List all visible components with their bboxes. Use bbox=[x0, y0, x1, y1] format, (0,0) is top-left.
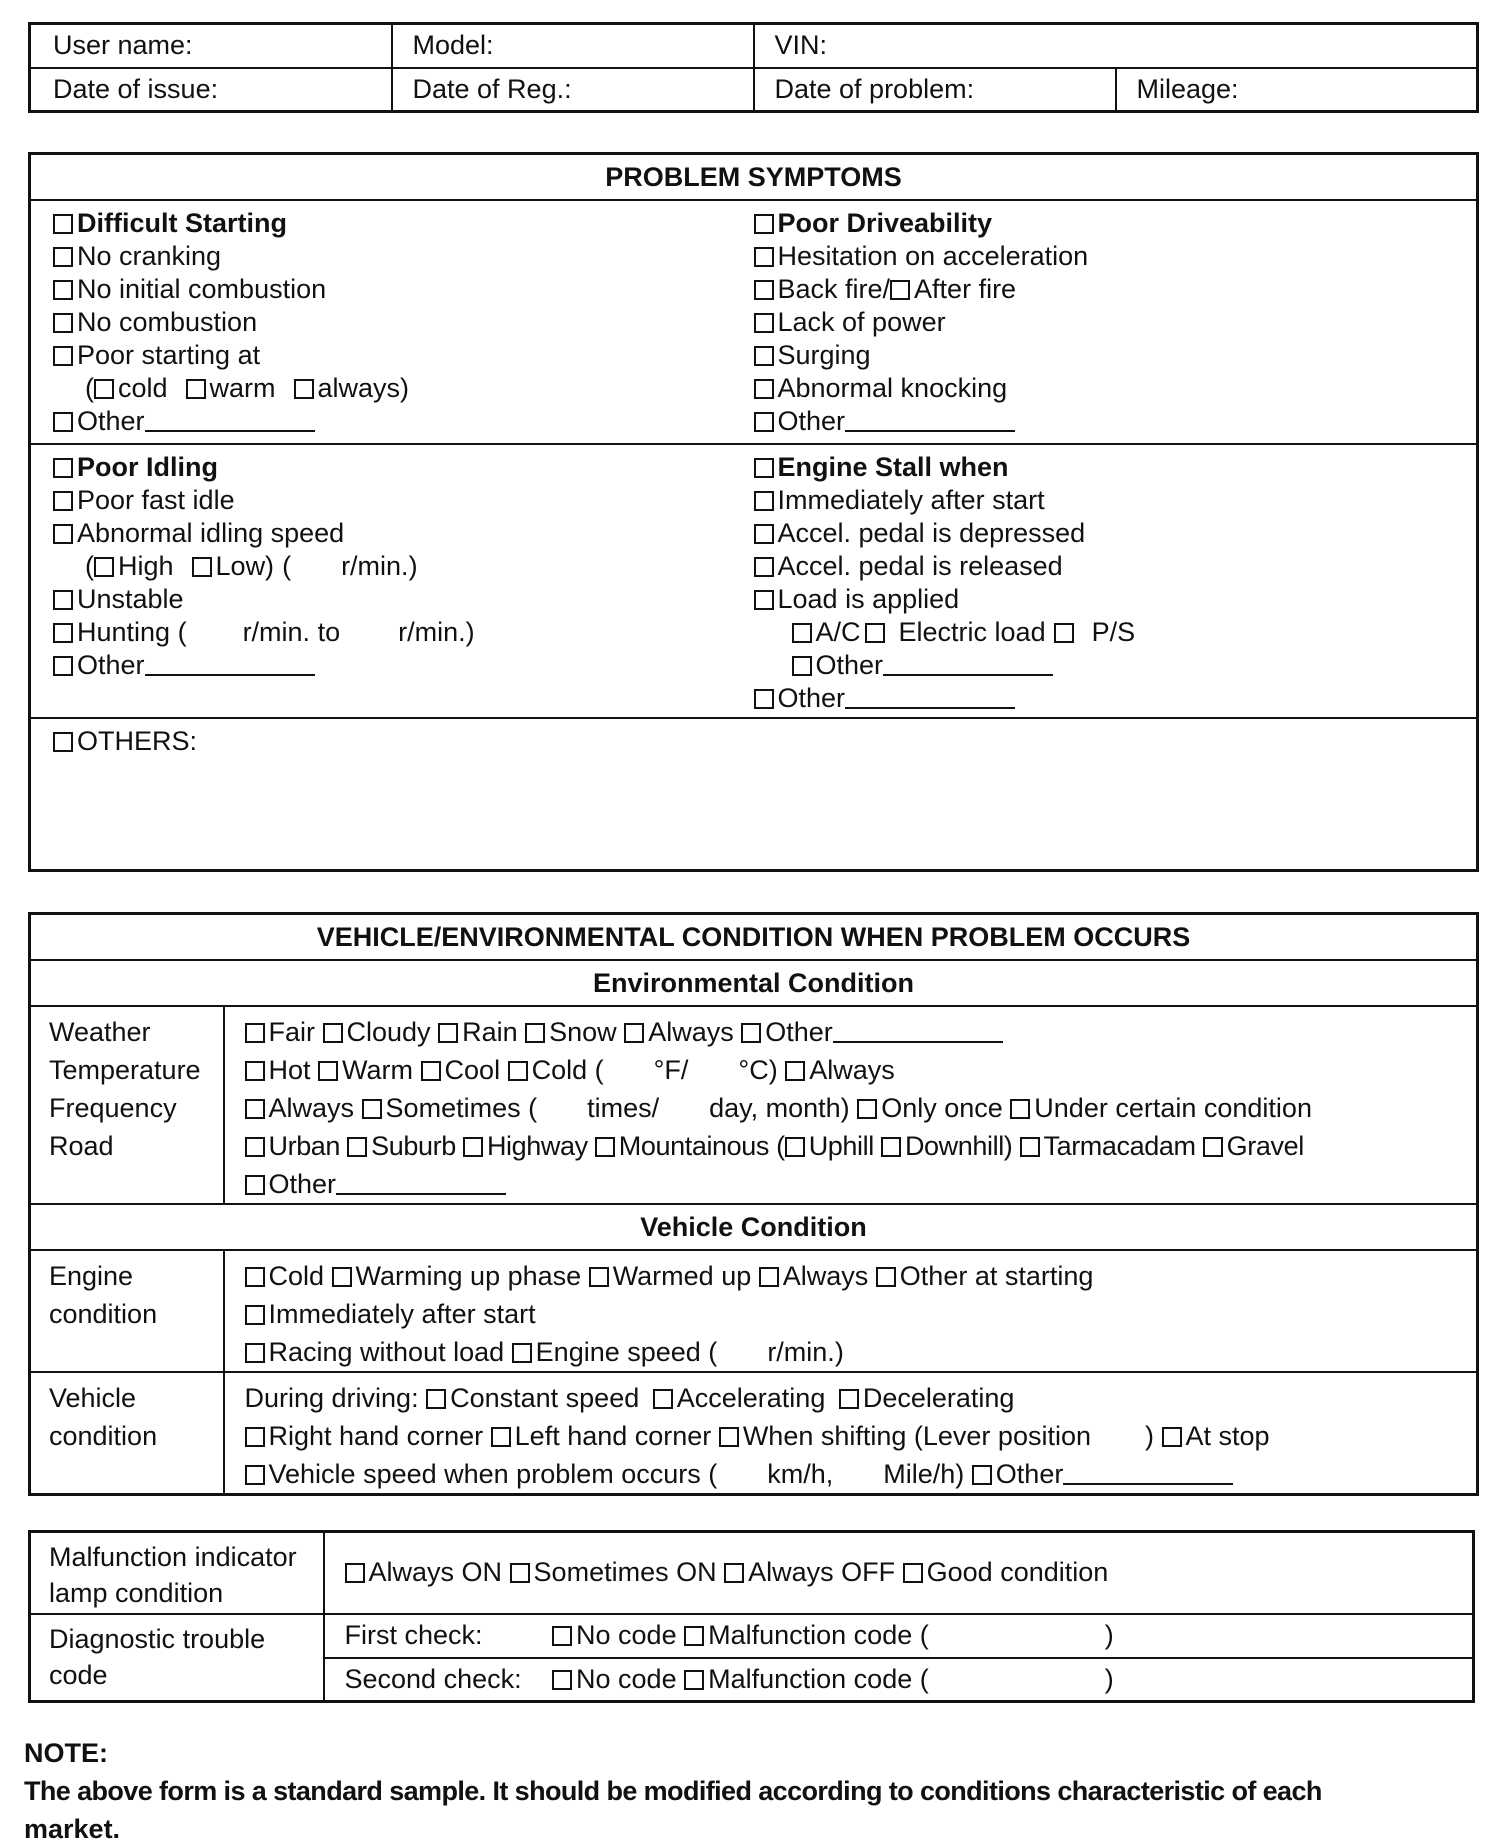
vehicle-speed-label: Vehicle speed when problem occurs ( bbox=[268, 1459, 718, 1489]
mil-label-line1: Malfunction indicator bbox=[49, 1542, 297, 1572]
hunting-unit: r/min.) bbox=[398, 617, 475, 647]
diagnosis-table bbox=[28, 1530, 1475, 1703]
cool-label: Cool bbox=[444, 1055, 501, 1085]
environmental-options bbox=[224, 1006, 1478, 1204]
after-fire-checkbox[interactable] bbox=[890, 280, 910, 300]
at-stop-checkbox[interactable] bbox=[1162, 1427, 1182, 1447]
uphill-checkbox[interactable] bbox=[785, 1137, 805, 1157]
vehicle-label-line2: condition bbox=[49, 1421, 158, 1451]
gravel-checkbox[interactable] bbox=[1203, 1137, 1223, 1157]
poor-starting-checkbox[interactable] bbox=[53, 346, 73, 366]
hunting-label: Hunting ( bbox=[77, 617, 187, 647]
frequency-label: Frequency bbox=[49, 1093, 177, 1123]
certain-condition-label: Under certain condition bbox=[1034, 1093, 1312, 1123]
load-other-input[interactable] bbox=[883, 650, 1053, 676]
no-cranking-checkbox[interactable] bbox=[53, 247, 73, 267]
cloudy-checkbox[interactable] bbox=[323, 1023, 343, 1043]
dtc-label-line2: code bbox=[49, 1659, 108, 1690]
urban-checkbox[interactable] bbox=[245, 1137, 265, 1157]
decelerating-label: Decelerating bbox=[862, 1383, 1015, 1413]
date-of-issue-label: Date of issue: bbox=[53, 73, 219, 104]
engine-label-line2: condition bbox=[49, 1299, 158, 1329]
pedal-released-checkbox[interactable] bbox=[754, 557, 774, 577]
freq-always-label: Always bbox=[268, 1093, 355, 1123]
accelerating-label: Accelerating bbox=[676, 1383, 826, 1413]
temp-always-label: Always bbox=[809, 1055, 895, 1085]
environmental-labels bbox=[30, 1006, 224, 1204]
engine-stall-other-checkbox[interactable] bbox=[754, 689, 774, 709]
rain-checkbox[interactable] bbox=[438, 1023, 458, 1043]
hot-checkbox[interactable] bbox=[245, 1061, 265, 1081]
load-applied-checkbox[interactable] bbox=[754, 590, 774, 610]
at-stop-label: At stop bbox=[1185, 1421, 1270, 1451]
second-malfunction-checkbox[interactable] bbox=[684, 1670, 704, 1690]
poor-driveability-other-label: Other bbox=[777, 406, 846, 436]
engine-always-checkbox[interactable] bbox=[759, 1267, 779, 1287]
only-once-checkbox[interactable] bbox=[857, 1099, 877, 1119]
environmental-condition-title: Environmental Condition bbox=[30, 960, 1478, 1006]
weather-always-checkbox[interactable] bbox=[624, 1023, 644, 1043]
vehicle-condition-title: Vehicle Condition bbox=[30, 1204, 1478, 1250]
problem-symptoms-title: PROBLEM SYMPTOMS bbox=[30, 154, 1478, 201]
vehicle-condition-label bbox=[30, 1372, 224, 1495]
first-no-code-checkbox[interactable] bbox=[552, 1626, 572, 1646]
kmh-unit: km/h, bbox=[767, 1459, 834, 1489]
engine-condition-options bbox=[224, 1250, 1478, 1372]
stall-after-start-label: Immediately after start bbox=[777, 485, 1045, 515]
warmed-up-label: Warmed up bbox=[612, 1261, 752, 1291]
constant-speed-label: Constant speed bbox=[450, 1383, 640, 1413]
left-corner-checkbox[interactable] bbox=[491, 1427, 511, 1447]
engine-cold-label: Cold bbox=[268, 1261, 325, 1291]
model-field[interactable] bbox=[392, 24, 754, 68]
engine-stall-checkbox[interactable] bbox=[754, 458, 774, 478]
always-on-label: Always ON bbox=[368, 1557, 503, 1588]
engine-stall-heading: Engine Stall when bbox=[777, 452, 1009, 482]
poor-idling-other-input[interactable] bbox=[145, 650, 315, 676]
first-check-label: First check: bbox=[344, 1620, 483, 1650]
sometimes-on-label: Sometimes ON bbox=[533, 1557, 717, 1588]
others-section[interactable] bbox=[30, 718, 1478, 870]
abnormal-knocking-checkbox[interactable] bbox=[754, 379, 774, 399]
ac-label: A/C bbox=[815, 617, 861, 647]
poor-idling-checkbox[interactable] bbox=[53, 458, 73, 478]
note-line2: market. bbox=[24, 1814, 121, 1844]
road-other-input[interactable] bbox=[336, 1169, 506, 1195]
ps-checkbox[interactable] bbox=[1054, 623, 1074, 643]
lack-of-power-checkbox[interactable] bbox=[754, 313, 774, 333]
sometimes-on-checkbox[interactable] bbox=[510, 1563, 530, 1583]
second-no-code-label: No code bbox=[576, 1663, 677, 1694]
note-title: NOTE: bbox=[24, 1738, 108, 1768]
left-corner-label: Left hand corner bbox=[514, 1421, 712, 1451]
mileh-unit: Mile/h) bbox=[883, 1459, 965, 1489]
gravel-label: Gravel bbox=[1226, 1131, 1304, 1161]
engine-label-line1: Engine bbox=[49, 1261, 134, 1291]
engine-always-label: Always bbox=[782, 1261, 869, 1291]
road-other-row bbox=[245, 1165, 1477, 1203]
good-condition-label: Good condition bbox=[926, 1557, 1109, 1588]
engine-cold-checkbox[interactable] bbox=[245, 1267, 265, 1287]
road-other-label: Other bbox=[268, 1169, 337, 1199]
back-fire-checkbox[interactable] bbox=[754, 280, 774, 300]
mil-label bbox=[30, 1532, 324, 1614]
always-off-label: Always OFF bbox=[748, 1557, 896, 1588]
note-line1: The above form is a standard sample. It should be modified according to conditions characteristic of each bbox=[24, 1776, 1322, 1806]
poor-starting-open-paren: ( bbox=[85, 373, 94, 403]
ps-label: P/S bbox=[1091, 617, 1136, 647]
no-combustion-label: No combustion bbox=[77, 307, 258, 337]
mileage-label: Mileage: bbox=[1136, 73, 1239, 104]
mil-options bbox=[324, 1532, 1474, 1614]
poor-driveability-other-input[interactable] bbox=[845, 406, 1015, 432]
certain-condition-checkbox[interactable] bbox=[1010, 1099, 1030, 1119]
others-checkbox[interactable] bbox=[53, 732, 73, 752]
no-initial-combustion-checkbox[interactable] bbox=[53, 280, 73, 300]
date-of-issue-field[interactable] bbox=[30, 68, 392, 112]
road-other-checkbox[interactable] bbox=[245, 1175, 265, 1195]
vin-label: VIN: bbox=[774, 30, 828, 61]
vehicle-info-table bbox=[28, 22, 1479, 113]
pedal-depressed-checkbox[interactable] bbox=[754, 524, 774, 544]
idling-open-paren: ( bbox=[85, 551, 94, 581]
temp-cold-checkbox[interactable] bbox=[508, 1061, 528, 1081]
engine-stall-other-label: Other bbox=[777, 683, 846, 713]
only-once-label: Only once bbox=[881, 1093, 1003, 1123]
warm-label: warm bbox=[209, 373, 276, 403]
suburb-checkbox[interactable] bbox=[347, 1137, 367, 1157]
accelerating-checkbox[interactable] bbox=[653, 1389, 673, 1409]
mountainous-label: Mountainous ( bbox=[618, 1131, 785, 1161]
temperature-row bbox=[245, 1051, 1477, 1089]
suburb-label: Suburb bbox=[371, 1131, 456, 1161]
abnormal-idling-speed-label: Abnormal idling speed bbox=[77, 518, 345, 548]
poor-idling-heading: Poor Idling bbox=[77, 452, 218, 482]
dtc-label-line1: Diagnostic trouble bbox=[49, 1623, 266, 1654]
downhill-checkbox[interactable] bbox=[881, 1137, 901, 1157]
sometimes-label: Sometimes ( bbox=[385, 1093, 538, 1123]
low-label: Low) bbox=[215, 551, 275, 581]
mil-label-line2: lamp condition bbox=[49, 1578, 224, 1608]
difficult-starting-section bbox=[30, 200, 754, 444]
lack-of-power-label: Lack of power bbox=[777, 307, 946, 337]
freq-always-checkbox[interactable] bbox=[245, 1099, 265, 1119]
vehicle-other-checkbox[interactable] bbox=[972, 1465, 992, 1485]
right-corner-label: Right hand corner bbox=[268, 1421, 484, 1451]
load-other-label: Other bbox=[815, 650, 884, 680]
poor-starting-label: Poor starting at bbox=[77, 340, 261, 370]
engine-after-start-checkbox[interactable] bbox=[245, 1305, 265, 1325]
vehicle-speed-checkbox[interactable] bbox=[245, 1465, 265, 1485]
road-row bbox=[245, 1127, 1477, 1165]
weather-other-label: Other bbox=[765, 1017, 833, 1047]
cloudy-label: Cloudy bbox=[346, 1017, 431, 1047]
shifting-checkbox[interactable] bbox=[719, 1427, 739, 1447]
dtc-label bbox=[30, 1614, 324, 1702]
poor-idling-other-label: Other bbox=[77, 650, 145, 680]
poor-driveability-heading: Poor Driveability bbox=[777, 208, 993, 238]
stall-after-start-checkbox[interactable] bbox=[754, 491, 774, 511]
poor-driveability-section bbox=[754, 200, 1478, 444]
highway-label: Highway bbox=[486, 1131, 588, 1161]
warming-up-label: Warming up phase bbox=[355, 1261, 582, 1291]
idling-rpm-open-paren: ( bbox=[282, 551, 292, 581]
warming-up-checkbox[interactable] bbox=[332, 1267, 352, 1287]
no-initial-combustion-label: No initial combustion bbox=[77, 274, 327, 304]
highway-checkbox[interactable] bbox=[463, 1137, 483, 1157]
hunting-checkbox[interactable] bbox=[53, 623, 73, 643]
always-on-checkbox[interactable] bbox=[345, 1563, 365, 1583]
second-check-row bbox=[324, 1658, 1474, 1702]
poor-driveability-other-checkbox[interactable] bbox=[754, 412, 774, 432]
always-label: always) bbox=[317, 373, 410, 403]
cold-checkbox[interactable] bbox=[94, 379, 114, 399]
frequency-row bbox=[245, 1089, 1477, 1127]
idling-rpm-unit: r/min.) bbox=[341, 551, 418, 581]
temp-warm-label: Warm bbox=[342, 1055, 414, 1085]
urban-label: Urban bbox=[268, 1131, 341, 1161]
engine-speed-label: Engine speed ( bbox=[535, 1337, 718, 1367]
difficult-starting-checkbox[interactable] bbox=[53, 214, 73, 234]
temp-warm-checkbox[interactable] bbox=[318, 1061, 338, 1081]
abnormal-idling-speed-checkbox[interactable] bbox=[53, 524, 73, 544]
low-checkbox[interactable] bbox=[192, 557, 212, 577]
first-malfunction-checkbox[interactable] bbox=[684, 1626, 704, 1646]
user-name-label: User name: bbox=[53, 30, 193, 61]
high-checkbox[interactable] bbox=[94, 557, 114, 577]
right-corner-checkbox[interactable] bbox=[245, 1427, 265, 1447]
others-label: OTHERS: bbox=[77, 726, 198, 756]
fair-checkbox[interactable] bbox=[245, 1023, 265, 1043]
during-driving-label: During driving: bbox=[244, 1383, 419, 1413]
always-off-checkbox[interactable] bbox=[724, 1563, 744, 1583]
unstable-label: Unstable bbox=[77, 584, 184, 614]
surging-checkbox[interactable] bbox=[754, 346, 774, 366]
weather-other-input[interactable] bbox=[833, 1017, 1003, 1043]
hesitation-checkbox[interactable] bbox=[754, 247, 774, 267]
sometimes-checkbox[interactable] bbox=[362, 1099, 382, 1119]
times-label: times/ bbox=[587, 1093, 660, 1123]
engine-speed-unit: r/min.) bbox=[767, 1337, 844, 1367]
other-at-starting-checkbox[interactable] bbox=[876, 1267, 896, 1287]
first-no-code-label: No code bbox=[576, 1620, 677, 1650]
poor-driveability-checkbox[interactable] bbox=[754, 214, 774, 234]
abnormal-knocking-label: Abnormal knocking bbox=[777, 373, 1008, 403]
first-close-paren: ) bbox=[1104, 1620, 1114, 1650]
fahrenheit-unit: °F/ bbox=[653, 1055, 689, 1085]
no-cranking-label: No cranking bbox=[77, 241, 222, 271]
weather-other-checkbox[interactable] bbox=[741, 1023, 761, 1043]
date-of-reg-label: Date of Reg.: bbox=[412, 73, 572, 104]
conditions-title: VEHICLE/ENVIRONMENTAL CONDITION WHEN PROBLEM OCCURS bbox=[30, 914, 1478, 961]
mountainous-checkbox[interactable] bbox=[595, 1137, 615, 1157]
snow-checkbox[interactable] bbox=[525, 1023, 545, 1043]
poor-fast-idle-label: Poor fast idle bbox=[77, 485, 235, 515]
hot-label: Hot bbox=[268, 1055, 311, 1085]
engine-speed-checkbox[interactable] bbox=[512, 1343, 532, 1363]
date-of-reg-field[interactable] bbox=[392, 68, 754, 112]
rain-label: Rain bbox=[462, 1017, 518, 1047]
racing-checkbox[interactable] bbox=[245, 1343, 265, 1363]
engine-condition-label bbox=[30, 1250, 224, 1372]
racing-label: Racing without load bbox=[268, 1337, 505, 1367]
hesitation-label: Hesitation on acceleration bbox=[777, 241, 1089, 271]
engine-stall-section bbox=[754, 444, 1478, 718]
tarmacadam-checkbox[interactable] bbox=[1020, 1137, 1040, 1157]
back-fire-label: Back fire/ bbox=[777, 274, 891, 304]
load-applied-label: Load is applied bbox=[777, 584, 960, 614]
vin-field[interactable] bbox=[754, 24, 1478, 68]
high-label: High bbox=[118, 551, 174, 581]
poor-idling-section bbox=[30, 444, 754, 718]
vehicle-label-line1: Vehicle bbox=[49, 1383, 137, 1413]
temp-always-checkbox[interactable] bbox=[785, 1061, 805, 1081]
tarmacadam-label: Tarmacadam bbox=[1043, 1131, 1196, 1161]
weather-always-label: Always bbox=[648, 1017, 734, 1047]
after-fire-label: After fire bbox=[914, 274, 1017, 304]
celsius-unit: °C) bbox=[738, 1055, 778, 1085]
difficult-starting-other-checkbox[interactable] bbox=[53, 412, 73, 432]
difficult-starting-other-label: Other bbox=[77, 406, 145, 436]
cold-label: cold bbox=[118, 373, 168, 403]
user-name-field[interactable] bbox=[30, 24, 392, 68]
vehicle-other-label: Other bbox=[995, 1459, 1064, 1489]
second-close-paren: ) bbox=[1104, 1663, 1114, 1694]
temperature-label: Temperature bbox=[49, 1055, 201, 1085]
temp-cold-label: Cold ( bbox=[531, 1055, 604, 1085]
difficult-starting-heading: Difficult Starting bbox=[77, 208, 287, 238]
pedal-released-label: Accel. pedal is released bbox=[777, 551, 1063, 581]
day-month-label: day, month) bbox=[709, 1093, 850, 1123]
electric-load-label: Electric load bbox=[898, 617, 1046, 647]
weather-label: Weather bbox=[49, 1017, 151, 1047]
always-checkbox[interactable] bbox=[294, 379, 314, 399]
no-combustion-checkbox[interactable] bbox=[53, 313, 73, 333]
road-label: Road bbox=[49, 1131, 114, 1161]
electric-load-checkbox[interactable] bbox=[865, 623, 885, 643]
ac-checkbox[interactable] bbox=[792, 623, 812, 643]
fair-label: Fair bbox=[268, 1017, 315, 1047]
constant-speed-checkbox[interactable] bbox=[426, 1389, 446, 1409]
downhill-label: Downhill) bbox=[904, 1131, 1013, 1161]
poor-idling-other-checkbox[interactable] bbox=[53, 656, 73, 676]
hunting-mid-label: r/min. to bbox=[242, 617, 341, 647]
pedal-depressed-label: Accel. pedal is depressed bbox=[777, 518, 1086, 548]
shifting-close-paren: ) bbox=[1145, 1421, 1154, 1451]
engine-stall-other-input[interactable] bbox=[845, 683, 1015, 709]
poor-fast-idle-checkbox[interactable] bbox=[53, 491, 73, 511]
engine-after-start-label: Immediately after start bbox=[268, 1299, 536, 1329]
uphill-label: Uphill bbox=[808, 1131, 874, 1161]
date-of-problem-field[interactable] bbox=[754, 68, 1116, 112]
conditions-table bbox=[28, 912, 1479, 1496]
warm-checkbox[interactable] bbox=[186, 379, 206, 399]
load-other-checkbox[interactable] bbox=[792, 656, 812, 676]
warmed-up-checkbox[interactable] bbox=[589, 1267, 609, 1287]
date-of-problem-label: Date of problem: bbox=[774, 73, 975, 104]
vehicle-condition-options bbox=[224, 1372, 1478, 1495]
weather-row bbox=[245, 1013, 1477, 1051]
first-check-row bbox=[324, 1614, 1474, 1658]
snow-label: Snow bbox=[549, 1017, 617, 1047]
first-malfunction-label: Malfunction code ( bbox=[708, 1620, 929, 1650]
unstable-checkbox[interactable] bbox=[53, 590, 73, 610]
good-condition-checkbox[interactable] bbox=[903, 1563, 923, 1583]
other-at-starting-label: Other at starting bbox=[899, 1261, 1094, 1291]
mileage-field[interactable] bbox=[1116, 68, 1478, 112]
vehicle-other-input[interactable] bbox=[1063, 1459, 1233, 1485]
second-check-label: Second check: bbox=[344, 1663, 522, 1694]
model-label: Model: bbox=[412, 30, 494, 61]
difficult-starting-other-input[interactable] bbox=[145, 406, 315, 432]
surging-label: Surging bbox=[777, 340, 871, 370]
second-no-code-checkbox[interactable] bbox=[552, 1670, 572, 1690]
decelerating-checkbox[interactable] bbox=[839, 1389, 859, 1409]
second-malfunction-label: Malfunction code ( bbox=[708, 1663, 929, 1694]
shifting-label: When shifting (Lever position bbox=[742, 1421, 1091, 1451]
problem-symptoms-table bbox=[28, 152, 1479, 872]
cool-checkbox[interactable] bbox=[421, 1061, 441, 1081]
